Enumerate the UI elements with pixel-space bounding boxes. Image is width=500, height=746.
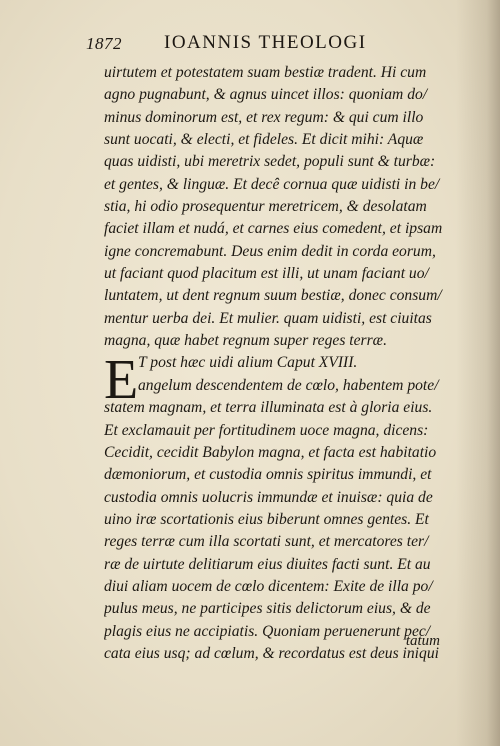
- text-line: minus dominorum est, et rex regum: & qui cum illo: [104, 108, 424, 126]
- page-gutter-shadow: [456, 0, 500, 746]
- text-line: ræ de uirtute delitiarum eius diuites facti sunt. Et au: [104, 555, 431, 573]
- text-line: angelum descendentem de cœlo, habentem pote/: [138, 376, 439, 394]
- page-number: 1872: [86, 34, 122, 53]
- text-line: Cecidit, cecidit Babylon magna, et facta est habitatio: [104, 443, 437, 461]
- text-line: agno pugnabunt, & agnus uincet illos: quoniam do/: [104, 86, 428, 104]
- text-line: faciet illam et nudá, et carnes eius comedent, et ipsam: [104, 220, 443, 238]
- text-line: uirtutem et potestatem suam bestiæ tradent. Hi cum: [104, 64, 427, 81]
- drop-cap: E: [104, 349, 139, 411]
- text-line: quas uidisti, ubi meretrix sedet, populi sunt & turbæ:: [104, 153, 436, 171]
- text-line: diui aliam uocem de cœlo dicentem: Exite de illa po/: [104, 577, 433, 595]
- text-line: reges terræ cum illa scortati sunt, et mercatores ter/: [104, 533, 429, 551]
- page-header: [86, 32, 416, 54]
- text-line: stia, hi odio prosequentur meretricem, & desolatam: [104, 198, 427, 216]
- text-line: et gentes, & linguæ. Et decê cornua quæ uidisti in be/: [104, 175, 440, 193]
- catchword: tatum: [405, 633, 440, 649]
- text-line: ut faciant quod placitum est illi, ut unam faciant uo/: [104, 265, 429, 283]
- text-line: cata eius usq; ad cœlum, & recordatus est deus iniqui: [104, 644, 439, 662]
- text-line: uino iræ scortationis eius biberunt omnes gentes. Et: [104, 510, 429, 528]
- text-line: sunt uocati, & electi, et fideles. Et dicit mihi: Aquæ: [104, 131, 424, 149]
- text-line: Et exclamauit per fortitudinem uoce magna, dicens:: [104, 421, 429, 439]
- text-line: magna, quæ habet regnum super reges terræ.: [104, 332, 387, 350]
- text-line: dæmoniorum, et custodia omnis spiritus immundi, et: [104, 466, 432, 484]
- text-line: mentur uerba dei. Et mulier. quam uidisti, est ciuitas: [104, 309, 432, 327]
- text-line: custodia omnis uolucris immundæ et inuisæ: quia de: [104, 488, 433, 506]
- text-line: pulus meus, ne participes sitis delictorum eius, & de: [104, 600, 431, 618]
- text-line: statem magnam, et terra illuminata est à gloria eius.: [104, 399, 433, 417]
- chapter-heading-line: T post hæc uidi alium Caput XVIII.: [138, 354, 358, 372]
- body-text: [104, 62, 452, 665]
- running-head: IOANNIS THEOLOGI: [164, 32, 367, 53]
- text-line: igne concremabunt. Deus enim dedit in corda eorum,: [104, 242, 436, 260]
- text-line: plagis eius ne accipiatis. Quoniam peruenerunt pec/: [104, 622, 431, 640]
- text-line: luntatem, ut dent regnum suum bestiæ, donec consum/: [104, 287, 442, 305]
